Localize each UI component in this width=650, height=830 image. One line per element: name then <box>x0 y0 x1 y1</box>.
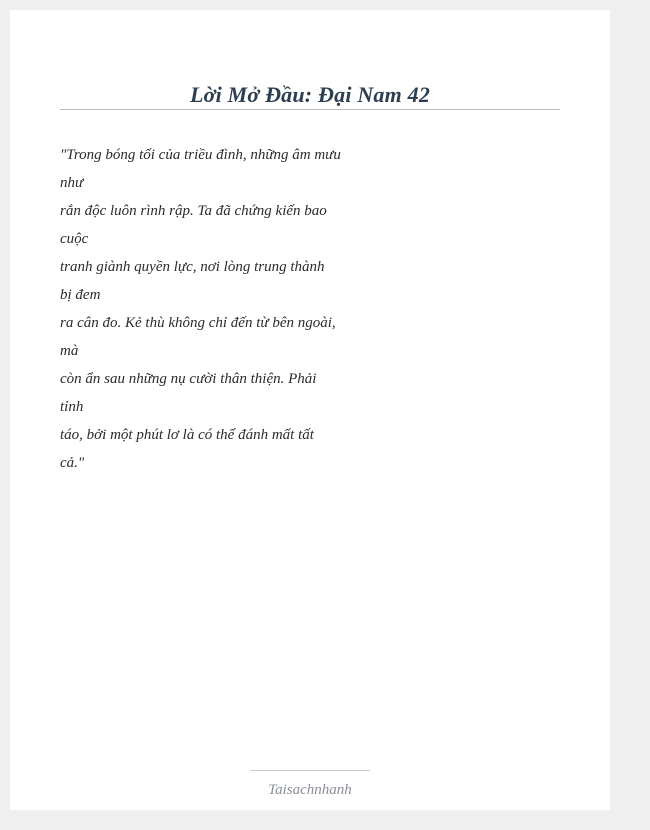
page-title: Lời Mở Đầu: Đại Nam 42 <box>189 82 431 107</box>
body-line: ra cân đo. Kẻ thù không chỉ đến từ bên ngoài, <box>60 315 336 331</box>
body-line: cuộc <box>60 231 89 247</box>
footer-source: Taisachnhanh <box>268 782 352 798</box>
body-text <box>60 141 360 477</box>
body-line: "Trong bóng tối của triều đình, những âm mưu <box>60 147 341 163</box>
footer-divider <box>250 770 370 771</box>
body-line: còn ẩn sau những nụ cười thân thiện. Phải <box>60 371 317 387</box>
title-divider <box>60 109 560 110</box>
body-line: như <box>60 175 84 191</box>
body-line: mà <box>60 343 79 359</box>
body-line: tranh giành quyền lực, nơi lòng trung thành <box>60 259 325 275</box>
body-line: rắn độc luôn rình rập. Ta đã chứng kiến bao <box>60 203 327 219</box>
body-line: táo, bởi một phút lơ là có thể đánh mất tất <box>60 427 314 443</box>
body-line: cả." <box>60 455 85 471</box>
body-line: bị đem <box>60 287 101 303</box>
document-page <box>10 10 610 810</box>
body-line: tỉnh <box>60 399 84 415</box>
